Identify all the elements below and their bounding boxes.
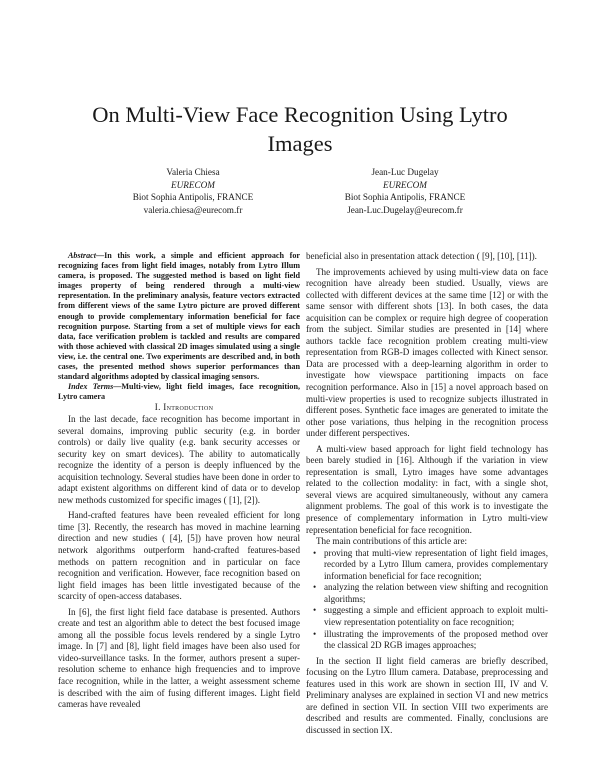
author-name: Valeria Chiesa xyxy=(166,167,220,177)
bullet-icon: • xyxy=(313,628,317,639)
contributions-list xyxy=(306,548,548,652)
left-column xyxy=(58,251,300,711)
paragraph-continuation: beneficial also in presentation attack detection ( [9], [10], [11]). xyxy=(306,251,537,261)
index-terms xyxy=(58,382,300,402)
author-name: Jean-Luc Dugelay xyxy=(371,167,439,177)
author-block-1 xyxy=(73,166,313,216)
author-email: valeria.chiesa@eurecom.fr xyxy=(143,204,243,215)
paragraph: Hand-crafted features have been revealed efficient for long time [3]. Recently, the research has moved in machine learning direction and new studies ( [4], [5]) have proven how neural network algorithms outperform hand-crafted features-based methods on pattern recognition and in particular on face recognition and verification. However, face recognition based on light field images has been little investigated because of the scarcity of open-access databases. xyxy=(58,510,300,602)
abstract-text: —In this work, a simple and efficient approach for recognizing faces from light field images, notably from Lytro Illum camera, is proposed. The suggested method is based on light field images property of being rendered through a multi-view representation. In the preliminary analysis, feature vectors extracted from different views of the same Lytro picture are proved different enough to provide complementary information beneficial for face recognition purpose. Starting from a set of multiple views for each data, face verification problem is tackled and results are compared with those achieved with classical 2D images simulated using a single view, i.e. the central one. Two experiments are described and, in both cases, the presented method shows superior performances than standard algorithms adopted by classical imaging sensors. xyxy=(58,251,300,382)
bullet-icon: • xyxy=(313,605,317,616)
section-number: I. xyxy=(154,402,164,413)
author-block-2 xyxy=(285,166,525,216)
paragraph: In the section II light field cameras are briefly described, focusing on the Lytro Illum camera. Database, preprocessing and features used in this work are shown in section III, IV and V. Preliminary analyses are explained in section VI and new metrics are defined in section VII. In section VIII two experiments are described and results are commented. Finally, conclusions are discussed in section IX. xyxy=(306,655,548,735)
bullet-icon: • xyxy=(313,547,317,558)
index-terms-label: Index Terms xyxy=(68,382,114,392)
list-item-text: analyzing the relation between view shifting and recognition algorithms; xyxy=(324,582,548,604)
paragraph: The main contributions of this article are: xyxy=(316,536,468,547)
author-affiliation: EURECOM xyxy=(383,179,427,190)
abstract xyxy=(58,251,300,382)
list-item xyxy=(313,605,548,628)
paragraph: A multi-view based approach for light field technology has been barely studied in [16]. Although if the variation in view representation is small, Lytro images have some advantages related to the collection modality: in fact, with a single shot, several views are acquired simultaneously, without any camera alignment problems. The goal of this work is to investigate the presence of complementary information in Lytro multi-view representation beneficial for face recognition. xyxy=(306,443,548,535)
author-email: Jean-Luc.Dugelay@eurecom.fr xyxy=(347,204,463,215)
section-title: Introduction xyxy=(163,402,214,413)
section-heading-introduction xyxy=(58,402,300,414)
paragraph: In [6], the first light field face database is presented. Authors create and test an algorithm able to detect the best focused image among all the possible focus levels rendered by a single Lytro image. In [7] and [8], light field images have been also used for video-surveillance tasks. In the former, authors present a super-resolution scheme to enhance high frequencies and to improve face recognition, while in the latter, a weight assessment scheme is described with the aim of fusing different images. Light field cameras have revealed xyxy=(58,606,300,710)
index-terms-text: —Multi-view, light field images, face recognition, Lytro camera xyxy=(58,382,300,402)
list-item xyxy=(313,547,548,583)
author-location: Biot Sophia Antipolis, FRANCE xyxy=(132,192,254,203)
author-location: Biot Sophia Antipolis, FRANCE xyxy=(344,192,466,203)
paragraph: The improvements achieved by using multi-view data on face recognition have already been studied. Usually, views are collected with different devices at the same time [12] or with the same sensor with different shots [13]. In both cases, the data acquisition can be complex or require high degree of cooperation from the subject. Similar studies are presented in [14] where authors tackle face recognition problem creating multi-view representation from RGB-D images collected with Kinect sensor. Data are processed with a deep-learning algorithm in order to investigate how viewspace partitioning impacts on face recognition performance. Also in [15] a novel approach based on multi-view properties is used to recognize subjects illustrated in different poses. Synthetic face images are generated to imitate the other pose variations, thus helping in the recognition process under different perspectives. xyxy=(306,266,548,439)
abstract-label: Abstract xyxy=(68,251,96,260)
author-affiliation: EURECOM xyxy=(171,179,215,190)
bullet-icon: • xyxy=(313,582,317,593)
list-item xyxy=(313,582,548,605)
list-item-text: illustrating the improvements of the proposed method over the classical 2D RGB images approaches; xyxy=(324,628,548,651)
paragraph: In the last decade, face recognition has become important in several domains, improving public security (e.g. in border controls) or daily live quality (e.g. bank security accesses or security key on smart devices). The ability to automatically recognize the identity of a person is deeply influenced by the acquisition technology. Several studies have been done in order to adapt existent algorithms on different kind of data or to develop new methods customized for specific images ( [1], [2]). xyxy=(58,413,300,505)
right-column xyxy=(306,251,548,736)
list-item xyxy=(313,628,548,652)
list-item-text: suggesting a simple and efficient approach to exploit multi-view representation potentiality on face recognition; xyxy=(324,605,548,627)
list-item-text: proving that multi-view representation of light field images, recorded by a Lytro Illum camera, provides complementary information beneficial for face recognition; xyxy=(324,547,548,581)
paper-title: On Multi-View Face Recognition Using Lytro Images xyxy=(92,102,508,156)
